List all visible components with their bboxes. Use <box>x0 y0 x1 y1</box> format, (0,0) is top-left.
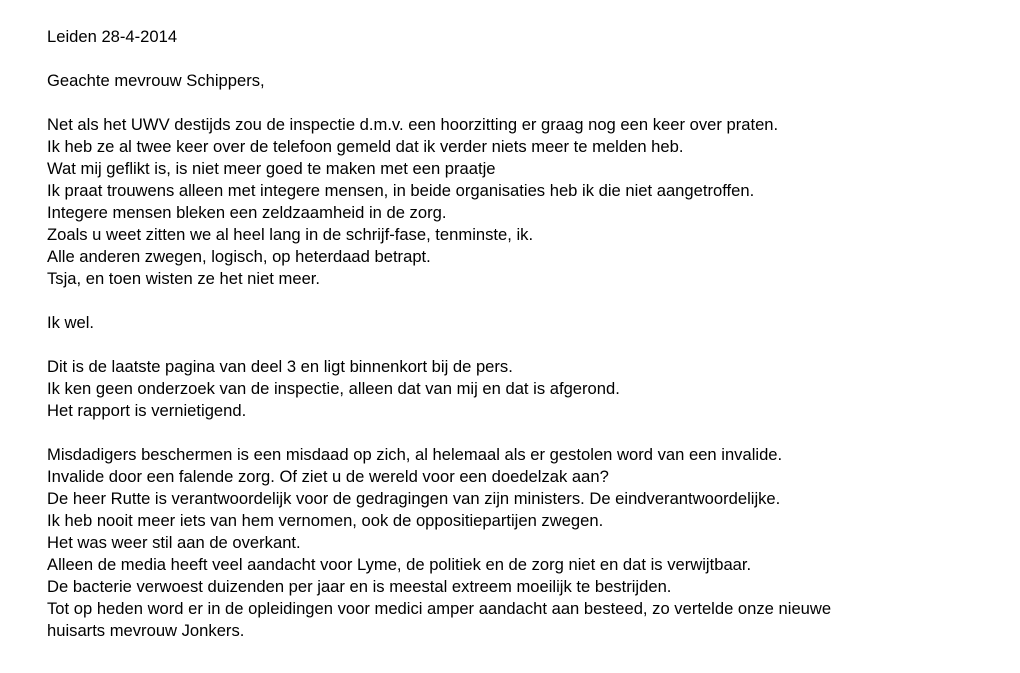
paragraph-3 <box>47 356 1007 422</box>
text-line: Ik heb ze al twee keer over de telefoon gemeld dat ik verder niets meer te melden heb. <box>47 137 684 156</box>
text-line: Zoals u weet zitten we al heel lang in de schrijf-fase, tenminste, ik. <box>47 225 534 244</box>
text-line: Invalide door een falende zorg. Of ziet u de wereld voor een doedelzak aan? <box>47 467 609 486</box>
text-line: Dit is de laatste pagina van deel 3 en ligt binnenkort bij de pers. <box>47 357 513 376</box>
text-line: Tsja, en toen wisten ze het niet meer. <box>47 269 321 288</box>
text-line: huisarts mevrouw Jonkers. <box>47 621 245 640</box>
blank-line <box>47 334 1007 356</box>
paragraph-4 <box>47 444 1007 642</box>
text-line: Alleen de media heeft veel aandacht voor Lyme, de politiek en de zorg niet en dat is verwijtbaar. <box>47 555 752 574</box>
text-line: Alle anderen zwegen, logisch, op heterdaad betrapt. <box>47 247 431 266</box>
paragraph-1 <box>47 114 1007 290</box>
text-line: Tot op heden word er in de opleidingen voor medici amper aandacht aan besteed, zo vertelde onze nieuwe <box>47 599 832 618</box>
blank-line <box>47 422 1007 444</box>
text-line: Wat mij geflikt is, is niet meer goed te maken met een praatje <box>47 159 496 178</box>
blank-line <box>47 48 1007 70</box>
text-line: Het was weer stil aan de overkant. <box>47 533 301 552</box>
text-line: De bacterie verwoest duizenden per jaar en is meestal extreem moeilijk te bestrijden. <box>47 577 672 596</box>
blank-line <box>47 290 1007 312</box>
text-line: Integere mensen bleken een zeldzaamheid in de zorg. <box>47 203 447 222</box>
dateline: Leiden 28-4-2014 <box>47 27 178 46</box>
text-line: Het rapport is vernietigend. <box>47 401 247 420</box>
text-line: Misdadigers beschermen is een misdaad op zich, al helemaal als er gestolen word van een invalide. <box>47 445 783 464</box>
blank-line <box>47 92 1007 114</box>
salutation: Geachte mevrouw Schippers, <box>47 71 265 90</box>
text-line: Net als het UWV destijds zou de inspectie d.m.v. een hoorzitting er graag nog een keer over praten. <box>47 115 779 134</box>
letter-body <box>47 26 1007 642</box>
text-line: De heer Rutte is verantwoordelijk voor de gedragingen van zijn ministers. De eindverantwoordelijke. <box>47 489 781 508</box>
text-line: Ik wel. <box>47 313 95 332</box>
text-line: Ik praat trouwens alleen met integere mensen, in beide organisaties heb ik die niet aangetroffen. <box>47 181 755 200</box>
text-line: Ik heb nooit meer iets van hem vernomen, ook de oppositiepartijen zwegen. <box>47 511 604 530</box>
text-line: Ik ken geen onderzoek van de inspectie, alleen dat van mij en dat is afgerond. <box>47 379 620 398</box>
paragraph-2 <box>47 312 1007 334</box>
